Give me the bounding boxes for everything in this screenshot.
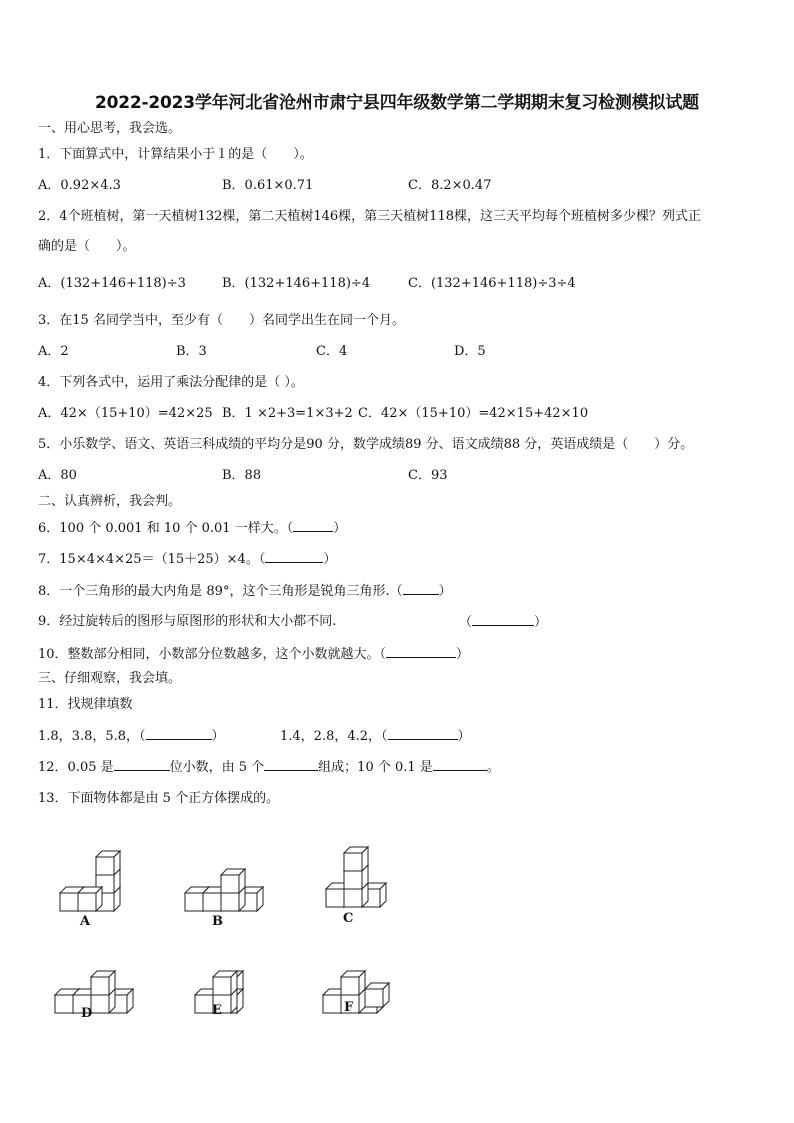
figure-c: [326, 847, 386, 907]
page-title: 2022-2023学年河北省沧州市肃宁县四年级数学第二学期期末复习检测模拟试题: [95, 93, 699, 113]
answer-blank[interactable]: [386, 645, 456, 658]
question-4-option-b: B．1 ×2+3=1×3+2: [222, 406, 353, 421]
question-11-right-text: 1.4，2.8，4.2，（: [280, 729, 388, 744]
answer-blank[interactable]: [114, 758, 170, 771]
question-8-text: 8．一个三角形的最大内角是 89°，这个三角形是锐角三角形.（: [38, 584, 403, 599]
question-12-part2: 位小数，由 5 个: [169, 760, 265, 775]
figure-b: [185, 869, 263, 911]
question-3-stem: 3．在15 名同学当中，至少有（ ）名同学出生在同一个月。: [38, 313, 405, 328]
question-2-option-a: A．(132+146+118)÷3: [38, 276, 186, 291]
answer-blank[interactable]: [472, 613, 534, 626]
question-3-option-d: D．5: [454, 344, 486, 359]
question-9-answer: [459, 613, 547, 632]
question-5-option-c: C．93: [408, 468, 448, 483]
question-11-right: [280, 727, 471, 746]
question-7-close: ）: [323, 552, 337, 567]
question-1-option-a: A．0.92×4.3: [38, 178, 121, 193]
question-10-text: 10．整数部分相同，小数部分位数越多，这个小数就越大。（: [38, 647, 387, 662]
question-5-stem: 5．小乐数学、语文、英语三科成绩的平均分是90 分，数学成绩89 分、语文成绩88 分，英语成绩是（ ）分。: [38, 437, 694, 452]
figure-label-b: B: [212, 914, 223, 929]
answer-blank[interactable]: [293, 519, 333, 532]
question-12: [38, 758, 500, 777]
figure-a: [60, 851, 120, 911]
figure-label-f: F: [344, 1000, 354, 1015]
question-9-close: ）: [534, 615, 548, 630]
question-9-open: （: [459, 615, 473, 630]
question-11-left: [38, 727, 225, 746]
question-1-option-c: C．8.2×0.47: [408, 178, 492, 193]
question-3-option-c: C．4: [316, 344, 348, 359]
figure-label-c: C: [343, 911, 354, 926]
question-1-stem: 1．下面算式中，计算结果小于１的是（ ）。: [38, 147, 313, 162]
question-8: [38, 582, 452, 601]
section-2-heading: 二、认真辨析，我会判。: [38, 494, 182, 509]
question-11-left-text: 1.8，3.8，5.8，（: [38, 729, 146, 744]
figure-label-e: E: [212, 1003, 222, 1018]
question-9-text: 9．经过旋转后的图形与原图形的形状和大小都不同.: [38, 614, 337, 629]
cube-figures: [0, 830, 794, 1030]
question-2-stem-line2: 确的是（ ）。: [38, 239, 136, 254]
figure-label-d: D: [81, 1006, 93, 1021]
question-3-option-b: B．3: [176, 344, 207, 359]
answer-blank[interactable]: [403, 582, 439, 595]
figure-f: [323, 971, 389, 1013]
section-3-heading: 三、仔细观察，我会填。: [38, 671, 182, 686]
question-10-close: ）: [456, 647, 470, 662]
question-6-text: 6．100 个 0.001 和 10 个 0.01 一样大。（: [38, 521, 294, 536]
question-7: [38, 550, 336, 569]
question-5-option-b: B．88: [222, 468, 262, 483]
question-11-right-close: ）: [457, 729, 471, 744]
question-8-close: ）: [438, 584, 452, 599]
question-11-stem: 11．找规律填数: [38, 697, 133, 712]
question-2-option-b: B．(132+146+118)÷4: [222, 276, 371, 291]
question-7-text: 7．15×4×4×25＝（15＋25）×4。（: [38, 552, 266, 567]
question-6: [38, 519, 346, 538]
question-12-part3: 组成；10 个 0.1 是: [318, 760, 433, 775]
question-4-option-c: C．42×（15+10）=42×15+42×10: [358, 406, 589, 421]
question-2-stem-line1: 2．4个班植树，第一天植树132棵，第二天植树146棵，第三天植树118棵，这三天平均每个班植树多少棵？列式正: [38, 209, 701, 224]
figure-label-a: A: [80, 914, 91, 929]
question-10: [38, 645, 469, 664]
question-1-option-b: B．0.61×0.71: [222, 178, 314, 193]
answer-blank[interactable]: [388, 727, 458, 740]
question-6-close: ）: [333, 521, 347, 536]
question-5-option-a: A．80: [38, 468, 77, 483]
question-3-option-a: A．2: [38, 344, 69, 359]
question-4-option-a: A．42×（15+10）=42×25: [38, 406, 213, 421]
section-1-heading: 一、用心思考，我会选。: [38, 121, 182, 136]
question-4-stem: 4．下列各式中，运用了乘法分配律的是（ ）。: [38, 375, 304, 390]
answer-blank[interactable]: [264, 758, 318, 771]
question-12-part4: 。: [486, 760, 500, 775]
question-13-stem: 13．下面物体都是由 5 个正方体摆成的。: [38, 791, 280, 806]
answer-blank[interactable]: [265, 550, 323, 563]
figure-d: [55, 971, 133, 1013]
question-2-option-c: C．(132+146+118)÷3÷4: [408, 276, 576, 291]
question-11-left-close: ）: [211, 729, 225, 744]
answer-blank[interactable]: [146, 727, 212, 740]
answer-blank[interactable]: [433, 758, 487, 771]
question-9: [38, 613, 336, 631]
question-12-part1: 12．0.05 是: [38, 760, 114, 775]
